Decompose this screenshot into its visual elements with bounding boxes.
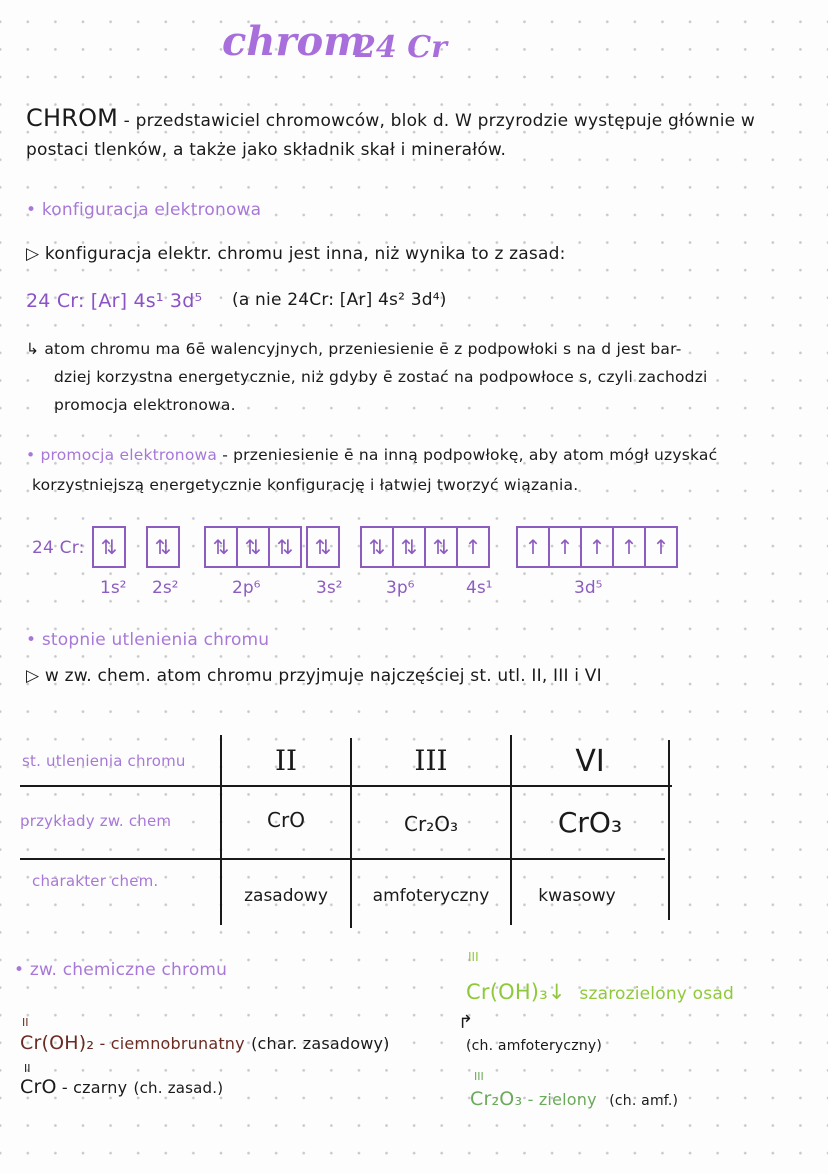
compound-color: - czarny xyxy=(56,1078,128,1097)
orbital-label: 2p⁶ xyxy=(232,578,261,598)
orbital-box: ↑ xyxy=(652,535,670,559)
table-divider xyxy=(668,740,670,920)
oxidation-statement: ▷ w zw. chem. atom chromu przyjmuje najczęściej st. utl. II, III i VI xyxy=(26,666,602,686)
compound-line xyxy=(20,1032,390,1054)
compound-formula: Cr(OH)₂ xyxy=(20,1032,95,1054)
config-heading: • konfiguracja elektronowa xyxy=(26,200,262,220)
orbital-box: ⇅ xyxy=(238,528,270,566)
compound-line xyxy=(466,980,734,1004)
table-cell: VI xyxy=(575,744,605,779)
orbital-group xyxy=(516,526,678,568)
config-explain-1: ↳ atom chromu ma 6ē walencyjnych, przeniesienie ē z podpowłoki s na d jest bar- xyxy=(26,340,682,358)
orbital-box: ⇅ xyxy=(362,528,394,566)
table-cell: zasadowy xyxy=(244,886,328,906)
oxidation-mark: III xyxy=(468,950,479,964)
row-header: charakter chem. xyxy=(32,872,159,890)
table-divider xyxy=(20,785,672,787)
compounds-heading: • zw. chemiczne chromu xyxy=(14,960,228,980)
orbital-box: ⇅ xyxy=(206,528,238,566)
row-header: przykłady zw. chem xyxy=(20,812,172,830)
orbital-label: 4s¹ xyxy=(466,578,493,598)
orbital-label: 3p⁶ xyxy=(386,578,415,598)
orbital-box: ⇅ xyxy=(394,528,426,566)
compound-color: szarozielony osad xyxy=(579,984,734,1004)
compound-formula: Cr(OH)₃↓ xyxy=(466,980,566,1004)
config-not-formula: (a nie 24Cr: [Ar] 4s² 3d⁴) xyxy=(232,290,447,310)
orbital-label: 1s² xyxy=(100,578,127,598)
promotion-term: • promocja elektronowa xyxy=(26,446,218,464)
orbital-box: ⇅ xyxy=(276,535,294,559)
table-cell: Cr₂O₃ xyxy=(404,812,458,836)
orbital-label: 3s² xyxy=(316,578,343,598)
compound-line xyxy=(20,1076,223,1098)
intro-term: CHROM xyxy=(26,104,119,132)
orbital-group xyxy=(146,526,180,568)
table-cell: CrO xyxy=(267,808,305,832)
compound-formula: CrO xyxy=(20,1076,57,1098)
orbital-group xyxy=(92,526,126,568)
compound-note: (ch. zasad.) xyxy=(133,1079,224,1097)
table-cell: CrO₃ xyxy=(557,806,623,839)
orbital-group xyxy=(360,526,458,568)
orbital-box: ⇅ xyxy=(154,535,172,559)
promotion-text-1: - przeniesienie ē na inną podpowłokę, aby atom mógł uzyskać xyxy=(217,446,718,464)
page-title: chrom xyxy=(222,18,366,65)
orbital-prefix: 24 Cr: xyxy=(32,538,85,558)
table-cell: II xyxy=(274,744,298,777)
orbital-group xyxy=(306,526,340,568)
row-header: st. utlenienia chromu xyxy=(22,752,186,770)
curved-arrow-icon: ↱ xyxy=(458,1012,474,1033)
oxidation-mark: II xyxy=(22,1016,29,1029)
oxidation-mark: II xyxy=(24,1062,31,1075)
table-cell: III xyxy=(414,744,448,777)
oxidation-heading: • stopnie utlenienia chromu xyxy=(26,630,270,650)
promotion-line-1 xyxy=(26,446,717,464)
compound-note: (char. zasadowy) xyxy=(251,1034,390,1053)
element-symbol: 24 Cr xyxy=(355,30,447,65)
orbital-box: ⇅ xyxy=(314,535,332,559)
orbital-box: ⇅ xyxy=(100,535,118,559)
orbital-box: ↑ xyxy=(464,535,482,559)
config-formula: 24 Cr: [Ar] 4s¹ 3d⁵ xyxy=(26,290,203,312)
config-explain-2: dziej korzystna energetycznie, niż gdyby ē zostać na podpowłoce s, czyli zachodzi xyxy=(54,368,708,386)
orbital-box: ⇅ xyxy=(432,535,450,559)
orbital-box: ↑ xyxy=(550,528,582,566)
config-statement: ▷ konfiguracja elektr. chromu jest inna, niż wynika to z zasad: xyxy=(26,244,566,264)
compound-color: - zielony xyxy=(522,1090,597,1109)
oxidation-mark: III xyxy=(474,1070,484,1083)
compound-color: - ciemnobrunatny xyxy=(94,1034,245,1053)
compound-note: (ch. amf.) xyxy=(609,1093,679,1109)
orbital-label: 3d⁵ xyxy=(574,578,603,598)
promotion-line-2: korzystniejszą energetycznie konfigurację i łatwiej tworzyć wiązania. xyxy=(32,476,579,494)
orbital-group xyxy=(456,526,490,568)
config-explain-3: promocja elektronowa. xyxy=(54,396,236,414)
table-cell: amfoteryczny xyxy=(372,886,490,906)
compound-formula: Cr₂O₃ xyxy=(470,1088,523,1110)
table-divider xyxy=(20,858,665,860)
orbital-box: ↑ xyxy=(582,528,614,566)
table-cell: kwasowy xyxy=(538,886,616,906)
intro-text-1: - przedstawiciel chromowców, blok d. W przyrodzie występuje głównie w xyxy=(118,111,756,131)
orbital-box: ↑ xyxy=(614,528,646,566)
orbital-group xyxy=(204,526,302,568)
intro-line-1 xyxy=(26,104,755,132)
orbital-label: 2s² xyxy=(152,578,179,598)
orbital-box: ↑ xyxy=(518,528,550,566)
compound-line xyxy=(470,1088,678,1110)
intro-line-2: postaci tlenków, a także jako składnik skał i minerałów. xyxy=(26,140,507,160)
compound-note: (ch. amfoteryczny) xyxy=(466,1038,603,1054)
